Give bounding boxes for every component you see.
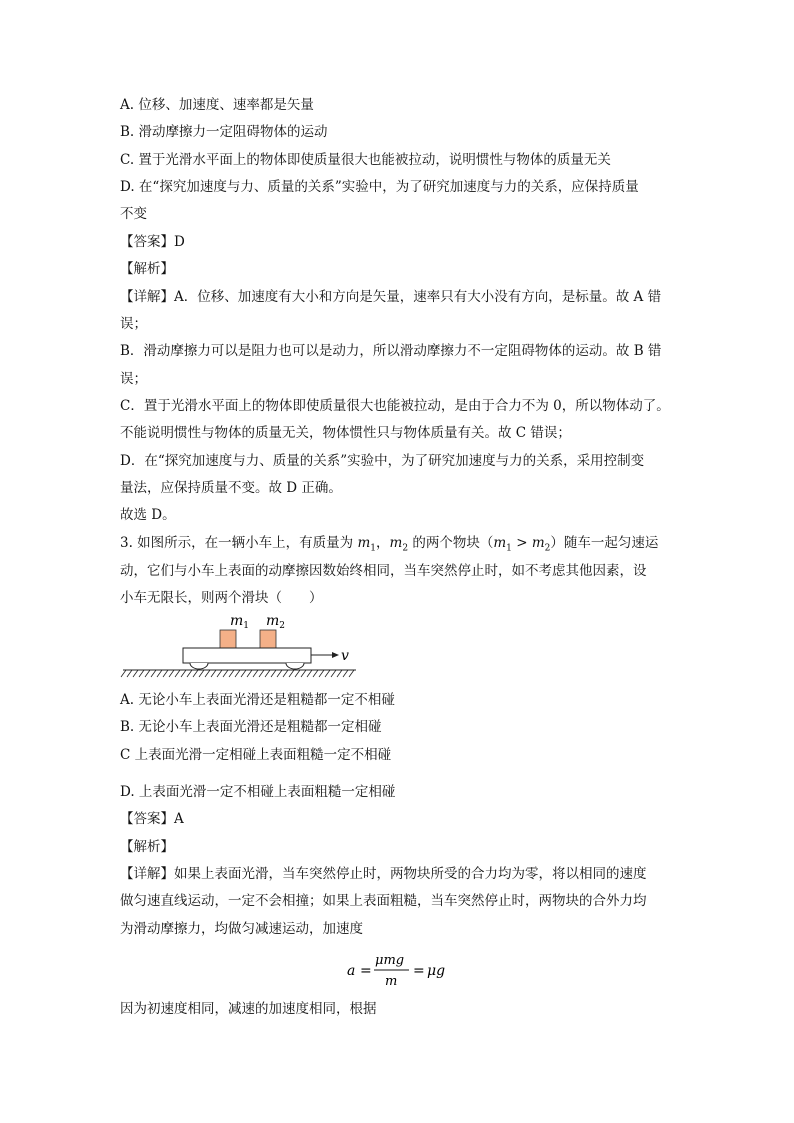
detail-line: D．在“探究加速度与力、质量的关系”实验中，为了研究加速度与力的关系，采用控制变	[120, 453, 645, 469]
question-3-line-2: 动，它们与小车上表面的动摩擦因数始终相同，当车突然停止时，如不考虑其他因素，设	[120, 563, 647, 579]
formula-numerator: μmg	[375, 953, 405, 968]
detail-line: 【详解】如果上表面光滑，当车突然停止时，两物块所受的合力均为零，将以相同的速度	[120, 866, 647, 882]
conclusion-line: 故选 D。	[120, 507, 176, 523]
ground-hatching	[121, 670, 354, 677]
detail-line: C．置于光滑水平面上的物体即使质量很大也能被拉动，是由于合力不为 0，所以物体动了。	[120, 398, 670, 414]
option-d-text: D. 在“探究加速度与力、质量的关系”实验中，为了研究加速度与力的关系，应保持质量	[120, 179, 639, 195]
block-m1-label: $m_1$	[230, 613, 250, 631]
option-b-text: B. 滑动摩擦力一定阻碍物体的运动	[120, 124, 328, 140]
detail-line: 因为初速度相同，减速的加速度相同，根据	[120, 1001, 377, 1017]
option-d-text-cont: 不变	[120, 206, 147, 222]
detail-line: 【详解】A．位移、加速度有大小和方向是矢量，速率只有大小没有方向，是标量。故 A 错	[120, 289, 662, 305]
velocity-arrow-head	[332, 652, 339, 658]
detail-line: 量法，应保持质量不变。故 D 正确。	[120, 480, 342, 496]
block-m2-label: $m_2$	[266, 613, 286, 631]
acceleration-formula	[347, 950, 457, 990]
cart-wheel-left	[190, 663, 208, 669]
option-b-text: B. 无论小车上表面光滑还是粗糙都一定相碰	[120, 719, 382, 735]
option-a-text: A. 位移、加速度、速率都是矢量	[120, 97, 314, 113]
question-3-line-3: 小车无限长，则两个滑块（ ）	[120, 590, 323, 606]
answer-label: 【答案】A	[120, 811, 184, 827]
detail-line: 做匀速直线运动，一定不会相撞；如果上表面粗糙，当车突然停止时，两物块的合外力均	[120, 893, 647, 909]
option-a-text: A. 无论小车上表面光滑还是粗糙都一定不相碰	[120, 692, 395, 708]
question-3-line-1: 3. 如图所示，在一辆小车上，有质量为 $m_1$，$m_2$ 的两个物块$(m_1 > m_2)$随车一起匀速运	[120, 535, 659, 554]
block-m2	[260, 630, 276, 648]
detail-line: 不能说明惯性与物体的质量无关，物体惯性只与物体质量有关。故 C 错误；	[120, 425, 571, 441]
analysis-label: 【解析】	[120, 261, 174, 277]
formula-lhs: a	[347, 963, 356, 979]
answer-label: 【答案】D	[120, 234, 185, 250]
detail-line: 误；	[120, 371, 147, 387]
detail-line: 为滑动摩擦力，均做匀减速运动，加速度	[120, 921, 363, 937]
cart-body	[183, 648, 311, 663]
formula-eq: =	[360, 963, 372, 979]
cart-wheel-right	[286, 663, 304, 669]
option-d-text: D. 上表面光滑一定不相碰上表面粗糙一定相碰	[120, 784, 396, 800]
detail-line: 误；	[120, 316, 147, 332]
analysis-label: 【解析】	[120, 839, 174, 855]
formula-rhs: μg	[427, 963, 446, 979]
block-m1	[220, 630, 236, 648]
velocity-label: v	[341, 648, 349, 664]
formula-denominator: m	[385, 974, 398, 989]
option-c-text: C 上表面光滑一定相碰上表面粗糙一定不相碰	[120, 747, 392, 763]
option-c-text: C. 置于光滑水平面上的物体即使质量很大也能被拉动，说明惯性与物体的质量无关	[120, 152, 611, 168]
cart-diagram	[120, 608, 360, 680]
formula-eq2: =	[413, 963, 425, 979]
detail-line: B．滑动摩擦力可以是阻力也可以是动力，所以滑动摩擦力不一定阻碍物体的运动。故 B 错	[120, 343, 662, 359]
